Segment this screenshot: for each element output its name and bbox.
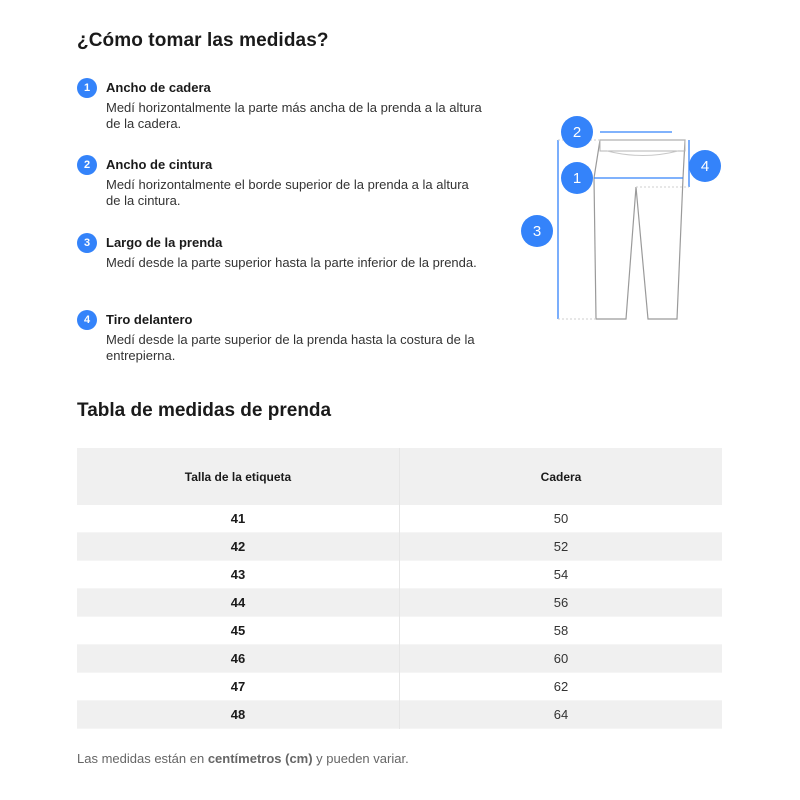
step-number-badge: 1 xyxy=(77,78,97,98)
table-header-row xyxy=(77,448,722,505)
table-row xyxy=(77,561,722,589)
size-cell: 41 xyxy=(77,505,400,533)
step-description: Medí horizontalmente el borde superior de la prenda a la altura de la cintura. xyxy=(106,177,469,208)
page-title: ¿Cómo tomar las medidas? xyxy=(77,30,329,51)
badge-length: 3 xyxy=(521,215,553,247)
table-row xyxy=(77,533,722,561)
pants-measurement-diagram xyxy=(515,110,735,325)
step-number-badge: 3 xyxy=(77,233,97,253)
table-row xyxy=(77,701,722,729)
badge-rise: 4 xyxy=(689,150,721,182)
size-table xyxy=(77,448,722,729)
hip-cell: 56 xyxy=(553,595,569,610)
column-header-size: Talla de la etiqueta xyxy=(77,448,400,505)
step-number-badge: 4 xyxy=(77,310,97,330)
step-description: Medí horizontalmente la parte más ancha de la prenda a la altura de la cadera. xyxy=(106,100,482,131)
step-title: Tiro delantero xyxy=(106,312,193,327)
hip-cell: 58 xyxy=(553,623,569,638)
step-title: Ancho de cadera xyxy=(106,80,211,95)
size-cell: 47 xyxy=(77,673,400,701)
size-cell: 43 xyxy=(77,561,400,589)
step-title: Ancho de cintura xyxy=(106,157,213,172)
size-cell: 48 xyxy=(77,701,400,729)
footnote-unit: centímetros (cm) xyxy=(207,751,313,766)
table-title: Tabla de medidas de prenda xyxy=(77,400,332,421)
footnote-suffix: y pueden variar. xyxy=(312,751,409,766)
table-row xyxy=(77,617,722,645)
hip-cell: 64 xyxy=(553,707,569,722)
badge-hip: 1 xyxy=(561,162,593,194)
step-number-badge: 2 xyxy=(77,155,97,175)
hip-cell: 50 xyxy=(553,511,569,526)
size-cell: 44 xyxy=(77,589,400,617)
step-title: Largo de la prenda xyxy=(106,235,223,250)
badge-waist: 2 xyxy=(561,116,593,148)
size-cell: 46 xyxy=(77,645,400,673)
step-description: Medí desde la parte superior hasta la parte inferior de la prenda. xyxy=(106,255,477,270)
hip-cell: 52 xyxy=(553,539,569,554)
table-row xyxy=(77,673,722,701)
footnote xyxy=(77,751,409,766)
table-row xyxy=(77,505,722,533)
hip-cell: 54 xyxy=(553,567,569,582)
size-cell: 45 xyxy=(77,617,400,645)
size-cell: 42 xyxy=(77,533,400,561)
hip-cell: 62 xyxy=(553,679,569,694)
table-row xyxy=(77,589,722,617)
footnote-prefix: Las medidas están en xyxy=(77,751,208,766)
table-row xyxy=(77,645,722,673)
hip-cell: 60 xyxy=(553,651,569,666)
column-header-hip: Cadera xyxy=(400,448,723,505)
step-description: Medí desde la parte superior de la prenda hasta la costura de la entrepierna. xyxy=(106,332,475,363)
pants-icon xyxy=(515,110,735,325)
